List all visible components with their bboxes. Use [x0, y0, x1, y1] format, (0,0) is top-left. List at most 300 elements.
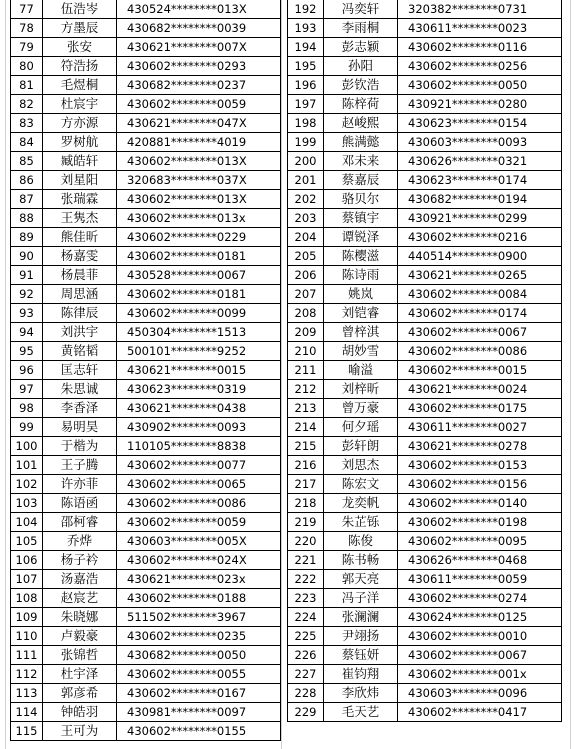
student-name-cell[interactable]: 杨子衿 — [43, 551, 117, 570]
id-number-cell[interactable]: 430602********0181 — [117, 285, 281, 304]
table-row — [288, 380, 562, 399]
student-name-cell[interactable]: 曾万豪 — [324, 399, 398, 418]
id-number-cell[interactable]: 500101********9252 — [117, 342, 281, 361]
student-name-cell[interactable]: 臧皓轩 — [43, 152, 117, 171]
table-row — [11, 684, 281, 703]
id-number-cell[interactable]: 430682********0050 — [117, 646, 281, 665]
student-name-cell[interactable]: 谭锐泽 — [324, 228, 398, 247]
table-row — [11, 551, 281, 570]
table-row — [11, 171, 281, 190]
row-number-cell[interactable]: 217 — [288, 475, 324, 494]
table-row — [11, 665, 281, 684]
id-number-cell[interactable]: 430603********0096 — [398, 684, 562, 703]
table-row — [11, 285, 281, 304]
table-row — [11, 190, 281, 209]
student-name-cell[interactable]: 郭天亮 — [324, 570, 398, 589]
student-name-cell[interactable]: 蔡镇宇 — [324, 209, 398, 228]
id-number-cell[interactable]: 430621********047X — [117, 114, 281, 133]
table-row — [288, 76, 562, 95]
row-number-cell[interactable]: 115 — [11, 722, 43, 741]
row-number-cell[interactable]: 214 — [288, 418, 324, 437]
row-number-cell[interactable]: 224 — [288, 608, 324, 627]
row-number-cell[interactable]: 213 — [288, 399, 324, 418]
row-number-cell[interactable]: 78 — [11, 19, 43, 38]
student-name-cell[interactable]: 刘铠睿 — [324, 304, 398, 323]
student-name-cell[interactable]: 刘洪宇 — [43, 323, 117, 342]
student-name-cell[interactable]: 孙阳 — [324, 57, 398, 76]
id-number-cell[interactable]: 430602********013X — [117, 152, 281, 171]
id-number-cell[interactable]: 430602********0077 — [117, 456, 281, 475]
id-number-cell[interactable]: 430921********0280 — [398, 95, 562, 114]
student-name-cell[interactable]: 赵峻熙 — [324, 114, 398, 133]
id-number-cell[interactable]: 430623********0319 — [117, 380, 281, 399]
id-number-cell[interactable]: 430611********0027 — [398, 418, 562, 437]
row-number-cell[interactable]: 100 — [11, 437, 43, 456]
table-row — [288, 627, 562, 646]
id-number-cell[interactable]: 430623********0154 — [398, 114, 562, 133]
student-name-cell[interactable]: 于楷为 — [43, 437, 117, 456]
id-number-cell[interactable]: 430602********0067 — [398, 323, 562, 342]
row-number-cell[interactable]: 99 — [11, 418, 43, 437]
id-number-cell[interactable]: 430528********0067 — [117, 266, 281, 285]
student-name-cell[interactable]: 王隽杰 — [43, 209, 117, 228]
row-number-cell[interactable]: 96 — [11, 361, 43, 380]
row-number-cell[interactable]: 204 — [288, 228, 324, 247]
table-row — [288, 57, 562, 76]
id-number-cell[interactable]: 450304********1513 — [117, 323, 281, 342]
row-number-cell[interactable]: 211 — [288, 361, 324, 380]
student-name-cell[interactable]: 刘梓昕 — [324, 380, 398, 399]
id-number-cell[interactable]: 430621********0265 — [398, 266, 562, 285]
table-row — [11, 304, 281, 323]
id-number-cell[interactable]: 430602********0010 — [398, 627, 562, 646]
student-name-cell[interactable]: 张澜澜 — [324, 608, 398, 627]
row-number-cell[interactable]: 109 — [11, 608, 43, 627]
id-number-cell[interactable]: 430602********0256 — [398, 57, 562, 76]
student-name-cell[interactable]: 陈俊 — [324, 532, 398, 551]
id-number-cell[interactable]: 430602********024X — [117, 551, 281, 570]
student-name-cell[interactable]: 杨晨菲 — [43, 266, 117, 285]
id-number-cell[interactable]: 430602********0198 — [398, 513, 562, 532]
student-name-cell[interactable]: 陈律辰 — [43, 304, 117, 323]
student-name-cell[interactable]: 朱思诚 — [43, 380, 117, 399]
table-row — [11, 38, 281, 57]
table-row — [11, 76, 281, 95]
table-row — [288, 418, 562, 437]
row-number-cell[interactable]: 221 — [288, 551, 324, 570]
student-name-cell[interactable]: 胡妙雪 — [324, 342, 398, 361]
student-name-cell[interactable]: 汤嘉浩 — [43, 570, 117, 589]
id-number-cell[interactable]: 430602********0174 — [398, 304, 562, 323]
student-name-cell[interactable]: 陈语函 — [43, 494, 117, 513]
table-row — [11, 513, 281, 532]
id-number-cell[interactable]: 430602********0095 — [398, 532, 562, 551]
id-number-cell[interactable]: 430602********0181 — [117, 247, 281, 266]
table-row — [288, 361, 562, 380]
student-name-cell[interactable]: 王可为 — [43, 722, 117, 741]
id-number-cell[interactable]: 511502********3967 — [117, 608, 281, 627]
row-number-cell[interactable]: 194 — [288, 38, 324, 57]
row-number-cell[interactable]: 82 — [11, 95, 43, 114]
row-number-cell[interactable]: 98 — [11, 399, 43, 418]
row-number-cell[interactable]: 112 — [11, 665, 43, 684]
student-name-cell[interactable]: 尹翊扬 — [324, 627, 398, 646]
table-row — [288, 608, 562, 627]
id-number-cell[interactable]: 110105********8838 — [117, 437, 281, 456]
id-number-cell[interactable]: 430602********0116 — [398, 38, 562, 57]
table-row — [11, 0, 281, 19]
table-row — [288, 589, 562, 608]
table-row — [11, 494, 281, 513]
row-number-cell[interactable]: 202 — [288, 190, 324, 209]
sheet-gridline — [281, 0, 282, 749]
id-number-cell[interactable]: 430602********0188 — [117, 589, 281, 608]
row-number-cell[interactable]: 105 — [11, 532, 43, 551]
table-row — [288, 342, 562, 361]
table-row — [11, 209, 281, 228]
row-number-cell[interactable]: 226 — [288, 646, 324, 665]
student-name-cell[interactable]: 刘思杰 — [324, 456, 398, 475]
student-name-cell[interactable]: 伍浩岑 — [43, 0, 117, 19]
table-row — [11, 608, 281, 627]
id-number-cell[interactable]: 430602********0216 — [398, 228, 562, 247]
table-row — [11, 228, 281, 247]
table-row — [288, 570, 562, 589]
student-name-cell[interactable]: 张安 — [43, 38, 117, 57]
roster-table-left — [10, 0, 281, 741]
student-name-cell[interactable]: 李欣炜 — [324, 684, 398, 703]
table-row — [11, 399, 281, 418]
table-row — [288, 551, 562, 570]
id-number-cell[interactable]: 430921********0299 — [398, 209, 562, 228]
table-row — [288, 247, 562, 266]
student-name-cell[interactable]: 蔡嘉辰 — [324, 171, 398, 190]
row-number-cell[interactable]: 106 — [11, 551, 43, 570]
table-row — [288, 95, 562, 114]
student-name-cell[interactable]: 乔烨 — [43, 532, 117, 551]
id-number-cell[interactable]: 430602********0293 — [117, 57, 281, 76]
id-number-cell[interactable]: 430602********013X — [117, 190, 281, 209]
student-name-cell[interactable]: 陈樱滋 — [324, 247, 398, 266]
id-number-cell[interactable]: 430624********0125 — [398, 608, 562, 627]
id-number-cell[interactable]: 430626********0468 — [398, 551, 562, 570]
student-name-cell[interactable]: 何夕瑶 — [324, 418, 398, 437]
id-number-cell[interactable]: 430602********001x — [398, 665, 562, 684]
row-number-cell[interactable]: 210 — [288, 342, 324, 361]
row-number-cell[interactable]: 216 — [288, 456, 324, 475]
student-name-cell[interactable]: 王子腾 — [43, 456, 117, 475]
row-number-cell[interactable]: 205 — [288, 247, 324, 266]
row-number-cell[interactable]: 77 — [11, 0, 43, 19]
id-number-cell[interactable]: 430981********0097 — [117, 703, 281, 722]
student-name-cell[interactable]: 邵柯睿 — [43, 513, 117, 532]
id-number-cell[interactable]: 430621********0024 — [398, 380, 562, 399]
id-number-cell[interactable]: 430902********0093 — [117, 418, 281, 437]
row-number-cell[interactable]: 87 — [11, 190, 43, 209]
student-name-cell[interactable]: 杜宸宇 — [43, 95, 117, 114]
table-row — [11, 57, 281, 76]
table-row — [11, 342, 281, 361]
row-number-cell[interactable]: 203 — [288, 209, 324, 228]
student-name-cell[interactable]: 冯奕轩 — [324, 0, 398, 19]
student-name-cell[interactable]: 郭彦希 — [43, 684, 117, 703]
table-row — [11, 133, 281, 152]
id-number-cell[interactable]: 430602********0015 — [398, 361, 562, 380]
row-number-cell[interactable]: 97 — [11, 380, 43, 399]
student-name-cell[interactable]: 方亦源 — [43, 114, 117, 133]
student-name-cell[interactable]: 符浩扬 — [43, 57, 117, 76]
table-row — [288, 266, 562, 285]
id-number-cell[interactable]: 430602********0065 — [117, 475, 281, 494]
student-name-cell[interactable]: 毛煜桐 — [43, 76, 117, 95]
table-row — [11, 456, 281, 475]
id-number-cell[interactable]: 430682********0237 — [117, 76, 281, 95]
table-row — [288, 152, 562, 171]
student-name-cell[interactable]: 张瑞霖 — [43, 190, 117, 209]
student-name-cell[interactable]: 杨嘉雯 — [43, 247, 117, 266]
row-number-cell[interactable]: 200 — [288, 152, 324, 171]
student-name-cell[interactable]: 陈书畅 — [324, 551, 398, 570]
row-number-cell[interactable]: 81 — [11, 76, 43, 95]
id-number-cell[interactable]: 430602********0084 — [398, 285, 562, 304]
student-name-cell[interactable]: 崔钧翔 — [324, 665, 398, 684]
student-name-cell[interactable]: 彭志颖 — [324, 38, 398, 57]
student-name-cell[interactable]: 曾梓淇 — [324, 323, 398, 342]
student-name-cell[interactable]: 彭轩朗 — [324, 437, 398, 456]
table-row — [288, 532, 562, 551]
id-number-cell[interactable]: 430602********0099 — [117, 304, 281, 323]
student-name-cell[interactable]: 毛天艺 — [324, 703, 398, 722]
row-number-cell[interactable]: 207 — [288, 285, 324, 304]
student-name-cell[interactable]: 许亦菲 — [43, 475, 117, 494]
table-row — [11, 323, 281, 342]
row-number-cell[interactable]: 229 — [288, 703, 324, 722]
student-name-cell[interactable]: 龙奕帆 — [324, 494, 398, 513]
id-number-cell[interactable]: 430602********0059 — [117, 95, 281, 114]
student-name-cell[interactable]: 陈宏文 — [324, 475, 398, 494]
student-name-cell[interactable]: 罗树航 — [43, 133, 117, 152]
row-number-cell[interactable]: 91 — [11, 266, 43, 285]
id-number-cell[interactable]: 430621********0278 — [398, 437, 562, 456]
table-row — [11, 19, 281, 38]
row-number-cell[interactable]: 79 — [11, 38, 43, 57]
id-number-cell[interactable]: 430602********0050 — [398, 76, 562, 95]
student-name-cell[interactable]: 朱芷铄 — [324, 513, 398, 532]
id-number-cell[interactable]: 430602********0274 — [398, 589, 562, 608]
student-name-cell[interactable]: 骆贝尔 — [324, 190, 398, 209]
table-row — [288, 475, 562, 494]
student-name-cell[interactable]: 李雨桐 — [324, 19, 398, 38]
table-row — [11, 703, 281, 722]
table-row — [11, 247, 281, 266]
row-number-cell[interactable]: 88 — [11, 209, 43, 228]
id-number-cell[interactable]: 320382********0731 — [398, 0, 562, 19]
row-number-cell[interactable]: 94 — [11, 323, 43, 342]
student-name-cell[interactable]: 陈梓荷 — [324, 95, 398, 114]
student-name-cell[interactable]: 钟皓羽 — [43, 703, 117, 722]
row-number-cell[interactable]: 209 — [288, 323, 324, 342]
row-number-cell[interactable]: 110 — [11, 627, 43, 646]
table-row — [288, 190, 562, 209]
table-row — [11, 152, 281, 171]
id-number-cell[interactable]: 430602********0235 — [117, 627, 281, 646]
id-number-cell[interactable]: 430602********0086 — [398, 342, 562, 361]
row-number-cell[interactable]: 102 — [11, 475, 43, 494]
student-name-cell[interactable]: 卢毅豪 — [43, 627, 117, 646]
student-name-cell[interactable]: 李香泽 — [43, 399, 117, 418]
id-number-cell[interactable]: 430602********0067 — [398, 646, 562, 665]
table-row — [288, 133, 562, 152]
table-row — [11, 532, 281, 551]
row-number-cell[interactable]: 228 — [288, 684, 324, 703]
table-row — [288, 285, 562, 304]
row-number-cell[interactable]: 95 — [11, 342, 43, 361]
row-number-cell[interactable]: 101 — [11, 456, 43, 475]
student-name-cell[interactable]: 冯子洋 — [324, 589, 398, 608]
id-number-cell[interactable]: 420881********4019 — [117, 133, 281, 152]
student-name-cell[interactable]: 赵宸艺 — [43, 589, 117, 608]
row-number-cell[interactable]: 218 — [288, 494, 324, 513]
row-number-cell[interactable]: 206 — [288, 266, 324, 285]
student-name-cell[interactable]: 邓未来 — [324, 152, 398, 171]
id-number-cell[interactable]: 430621********023x — [117, 570, 281, 589]
row-number-cell[interactable]: 220 — [288, 532, 324, 551]
row-number-cell[interactable]: 192 — [288, 0, 324, 19]
id-number-cell[interactable]: 430611********0059 — [398, 570, 562, 589]
student-name-cell[interactable]: 蔡钰妍 — [324, 646, 398, 665]
table-row — [11, 646, 281, 665]
row-number-cell[interactable]: 222 — [288, 570, 324, 589]
table-row — [288, 323, 562, 342]
student-name-cell[interactable]: 张锦哲 — [43, 646, 117, 665]
row-number-cell[interactable]: 103 — [11, 494, 43, 513]
table-row — [11, 627, 281, 646]
row-number-cell[interactable]: 201 — [288, 171, 324, 190]
id-number-cell[interactable]: 430621********007X — [117, 38, 281, 57]
row-number-cell[interactable]: 215 — [288, 437, 324, 456]
student-name-cell[interactable]: 熊佳昕 — [43, 228, 117, 247]
sheet-gridline — [5, 0, 6, 749]
student-name-cell[interactable]: 易明昊 — [43, 418, 117, 437]
table-row — [288, 209, 562, 228]
row-number-cell[interactable]: 219 — [288, 513, 324, 532]
id-number-cell[interactable]: 430524********013X — [117, 0, 281, 19]
id-number-cell[interactable]: 430682********0194 — [398, 190, 562, 209]
row-number-cell[interactable]: 93 — [11, 304, 43, 323]
student-name-cell[interactable]: 姚岚 — [324, 285, 398, 304]
table-row — [11, 266, 281, 285]
id-number-cell[interactable]: 430602********0417 — [398, 703, 562, 722]
id-number-cell[interactable]: 320683********037X — [117, 171, 281, 190]
id-number-cell[interactable]: 430603********005X — [117, 532, 281, 551]
row-number-cell[interactable]: 111 — [11, 646, 43, 665]
id-number-cell[interactable]: 430602********013x — [117, 209, 281, 228]
id-number-cell[interactable]: 430621********0015 — [117, 361, 281, 380]
row-number-cell[interactable]: 80 — [11, 57, 43, 76]
student-name-cell[interactable]: 杜宇泽 — [43, 665, 117, 684]
row-number-cell[interactable]: 195 — [288, 57, 324, 76]
row-number-cell[interactable]: 85 — [11, 152, 43, 171]
student-name-cell[interactable]: 匡志轩 — [43, 361, 117, 380]
row-number-cell[interactable]: 104 — [11, 513, 43, 532]
student-name-cell[interactable]: 周思涵 — [43, 285, 117, 304]
row-number-cell[interactable]: 86 — [11, 171, 43, 190]
table-row — [288, 399, 562, 418]
table-row — [288, 228, 562, 247]
student-name-cell[interactable]: 喻溢 — [324, 361, 398, 380]
id-number-cell[interactable]: 430603********0093 — [398, 133, 562, 152]
id-number-cell[interactable]: 430602********0059 — [117, 513, 281, 532]
student-name-cell[interactable]: 彭钦浩 — [324, 76, 398, 95]
id-number-cell[interactable]: 430623********0174 — [398, 171, 562, 190]
table-row — [288, 304, 562, 323]
table-row — [11, 114, 281, 133]
id-number-cell[interactable]: 430611********0023 — [398, 19, 562, 38]
row-number-cell[interactable]: 196 — [288, 76, 324, 95]
row-number-cell[interactable]: 227 — [288, 665, 324, 684]
row-number-cell[interactable]: 84 — [11, 133, 43, 152]
table-row — [288, 494, 562, 513]
row-number-cell[interactable]: 113 — [11, 684, 43, 703]
student-name-cell[interactable]: 陈诗雨 — [324, 266, 398, 285]
row-number-cell[interactable]: 92 — [11, 285, 43, 304]
id-number-cell[interactable]: 430602********0055 — [117, 665, 281, 684]
id-number-cell[interactable]: 430602********0155 — [117, 722, 281, 741]
table-row — [288, 171, 562, 190]
row-number-cell[interactable]: 89 — [11, 228, 43, 247]
row-number-cell[interactable]: 198 — [288, 114, 324, 133]
id-number-cell[interactable]: 430602********0229 — [117, 228, 281, 247]
id-number-cell[interactable]: 430602********0175 — [398, 399, 562, 418]
table-row — [288, 684, 562, 703]
row-number-cell[interactable]: 197 — [288, 95, 324, 114]
id-number-cell[interactable]: 430626********0321 — [398, 152, 562, 171]
row-number-cell[interactable]: 223 — [288, 589, 324, 608]
table-row — [11, 361, 281, 380]
student-name-cell[interactable]: 刘星阳 — [43, 171, 117, 190]
id-number-cell[interactable]: 430602********0153 — [398, 456, 562, 475]
row-number-cell[interactable]: 107 — [11, 570, 43, 589]
row-number-cell[interactable]: 114 — [11, 703, 43, 722]
student-name-cell[interactable]: 朱晓娜 — [43, 608, 117, 627]
table-row — [288, 646, 562, 665]
table-row — [288, 114, 562, 133]
student-name-cell[interactable]: 黄铭韬 — [43, 342, 117, 361]
table-row — [288, 437, 562, 456]
id-number-cell[interactable]: 430602********0156 — [398, 475, 562, 494]
sheet-gridline — [570, 0, 571, 749]
row-number-cell[interactable]: 90 — [11, 247, 43, 266]
row-number-cell[interactable]: 225 — [288, 627, 324, 646]
student-name-cell[interactable]: 熊满懿 — [324, 133, 398, 152]
row-number-cell[interactable]: 83 — [11, 114, 43, 133]
row-number-cell[interactable]: 108 — [11, 589, 43, 608]
row-number-cell[interactable]: 199 — [288, 133, 324, 152]
row-number-cell[interactable]: 212 — [288, 380, 324, 399]
id-number-cell[interactable]: 430602********0167 — [117, 684, 281, 703]
row-number-cell[interactable]: 193 — [288, 19, 324, 38]
id-number-cell[interactable]: 430602********0140 — [398, 494, 562, 513]
id-number-cell[interactable]: 430602********0086 — [117, 494, 281, 513]
student-name-cell[interactable]: 方墨辰 — [43, 19, 117, 38]
id-number-cell[interactable]: 430621********0438 — [117, 399, 281, 418]
id-number-cell[interactable]: 430682********0039 — [117, 19, 281, 38]
row-number-cell[interactable]: 208 — [288, 304, 324, 323]
id-number-cell[interactable]: 440514********0900 — [398, 247, 562, 266]
table-row — [11, 95, 281, 114]
roster-table-right — [287, 0, 562, 722]
table-row — [11, 380, 281, 399]
